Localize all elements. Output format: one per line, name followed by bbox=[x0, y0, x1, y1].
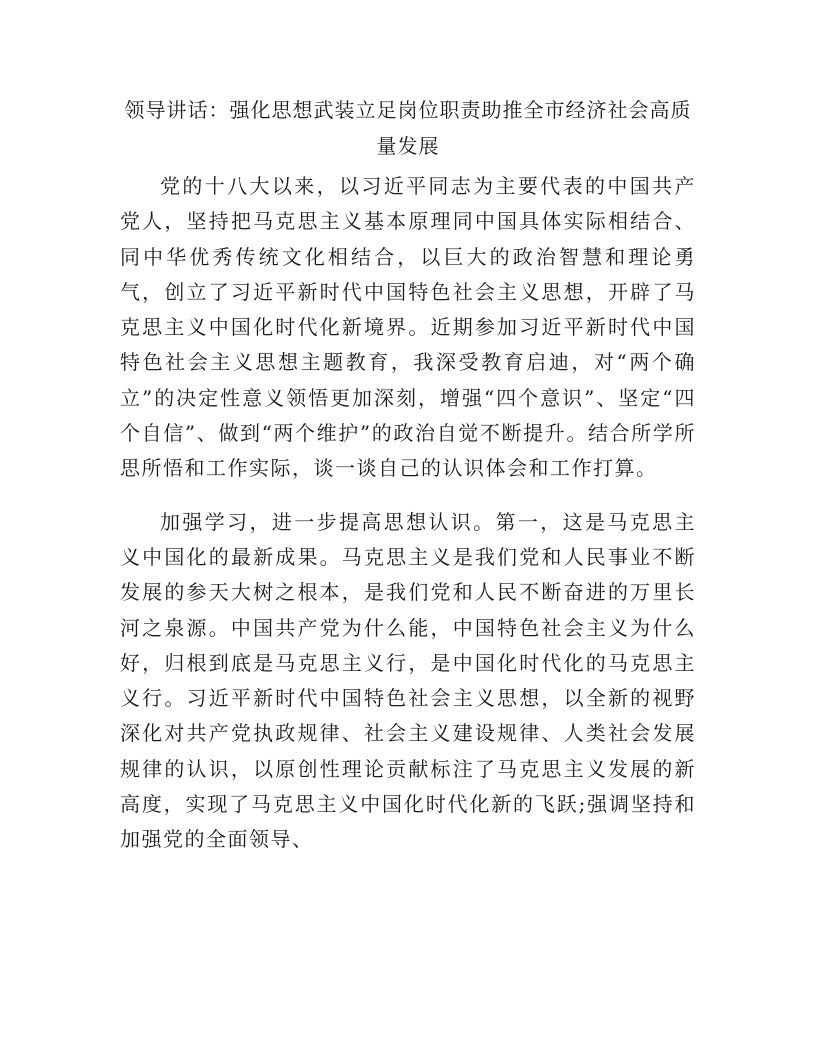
document-page bbox=[120, 92, 696, 858]
title-line-2: 量发展 bbox=[376, 134, 440, 158]
document-title bbox=[120, 92, 696, 164]
title-line-1: 领导讲话：强化思想武装立足岗位职责助推全市经济社会高质 bbox=[124, 98, 692, 122]
paragraph-2: 加强学习，进一步提高思想认识。第一，这是马克思主义中国化的最新成果。马克思主义是我们党和人民事业不断发展的参天大树之根本，是我们党和人民不断奋进的万里长河之泉源。中国共产党为什么能，中国特色社会主义为什么好，归根到底是马克思主义行，是中国化时代化的马克思主义行。习近平新时代中国特色社会主义思想，以全新的视野深化对共产党执政规律、社会主义建设规律、人类社会发展规律的认识，以原创性理论贡献标注了马克思主义发展的新高度，实现了马克思主义中国化时代化新的飞跃;强调坚持和加强党的全面领导、 bbox=[120, 509, 696, 852]
paragraph-1: 党的十八大以来，以习近平同志为主要代表的中国共产党人，坚持把马克思主义基本原理同中国具体实际相结合、同中华优秀传统文化相结合，以巨大的政治智慧和理论勇气，创立了习近平新时代中国特色社会主义思想，开辟了马克思主义中国化时代化新境界。近期参加习近平新时代中国特色社会主义思想主题教育，我深受教育启迪，对“两个确立”的决定性意义领悟更加深刻，增强“四个意识”、坚定“四个自信”、做到“两个维护”的政治自觉不断提升。结合所学所思所悟和工作实际，谈一谈自己的认识体会和工作打算。 bbox=[120, 174, 696, 481]
